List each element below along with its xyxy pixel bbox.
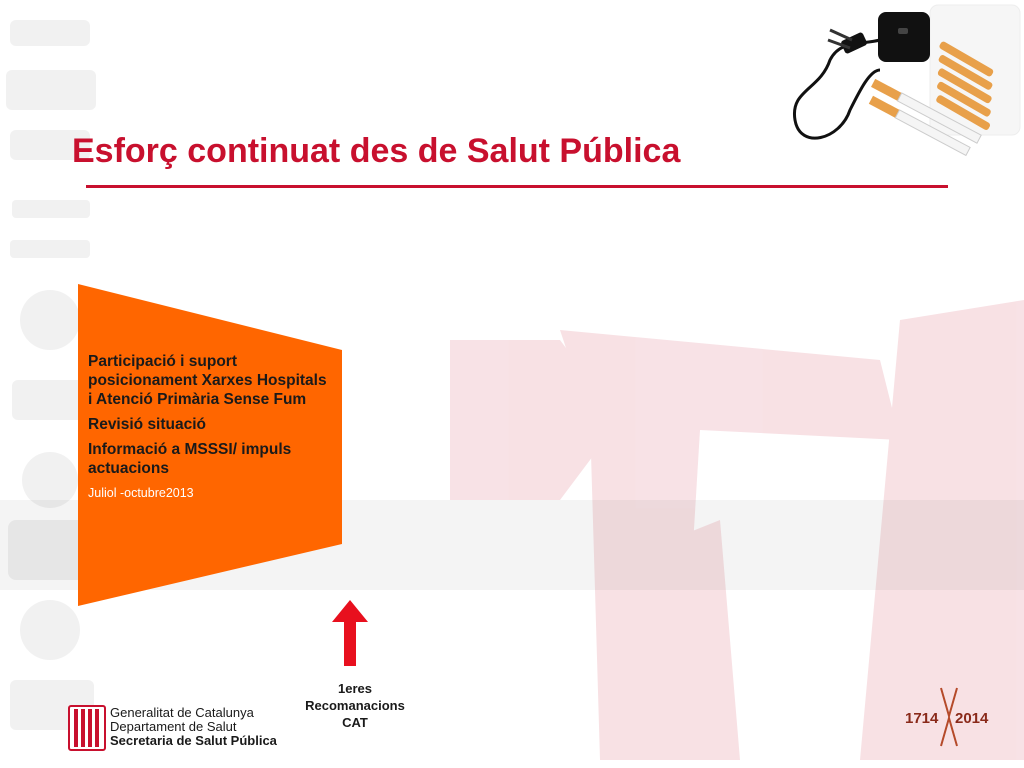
orange-box-text (88, 352, 328, 509)
footer-line-2: Departament de Salut (110, 719, 237, 734)
reco-line-3: CAT (342, 715, 368, 730)
orange-item-3: Informació a MSSSI/ impuls actuacions (88, 441, 292, 477)
tricentenary-logo-icon (903, 686, 995, 748)
footer-line-3: Secretaria de Salut Pública (110, 733, 277, 748)
anniv-left: 1714 (905, 710, 939, 727)
orange-date: Juliol -octubre2013 (88, 486, 194, 500)
slide-title: Esforç continuat des de Salut Pública (72, 132, 681, 170)
footer-text (110, 706, 277, 748)
generalitat-emblem-icon (68, 705, 106, 751)
recommendations-label (285, 680, 425, 731)
up-arrow-icon (330, 598, 370, 668)
title-underline (86, 185, 948, 188)
orange-item-1: Participació i suport posicionament Xarxes Hospitals i Atenció Primària Sense Fum (88, 353, 327, 408)
footer-line-1: Generalitat de Catalunya (110, 705, 254, 720)
e-cigarette-image (780, 0, 1024, 165)
anniv-right: 2014 (955, 710, 989, 727)
reco-line-1: 1eres (338, 681, 372, 696)
reco-line-2: Recomanacions (305, 698, 405, 713)
orange-item-2: Revisió situació (88, 416, 207, 433)
